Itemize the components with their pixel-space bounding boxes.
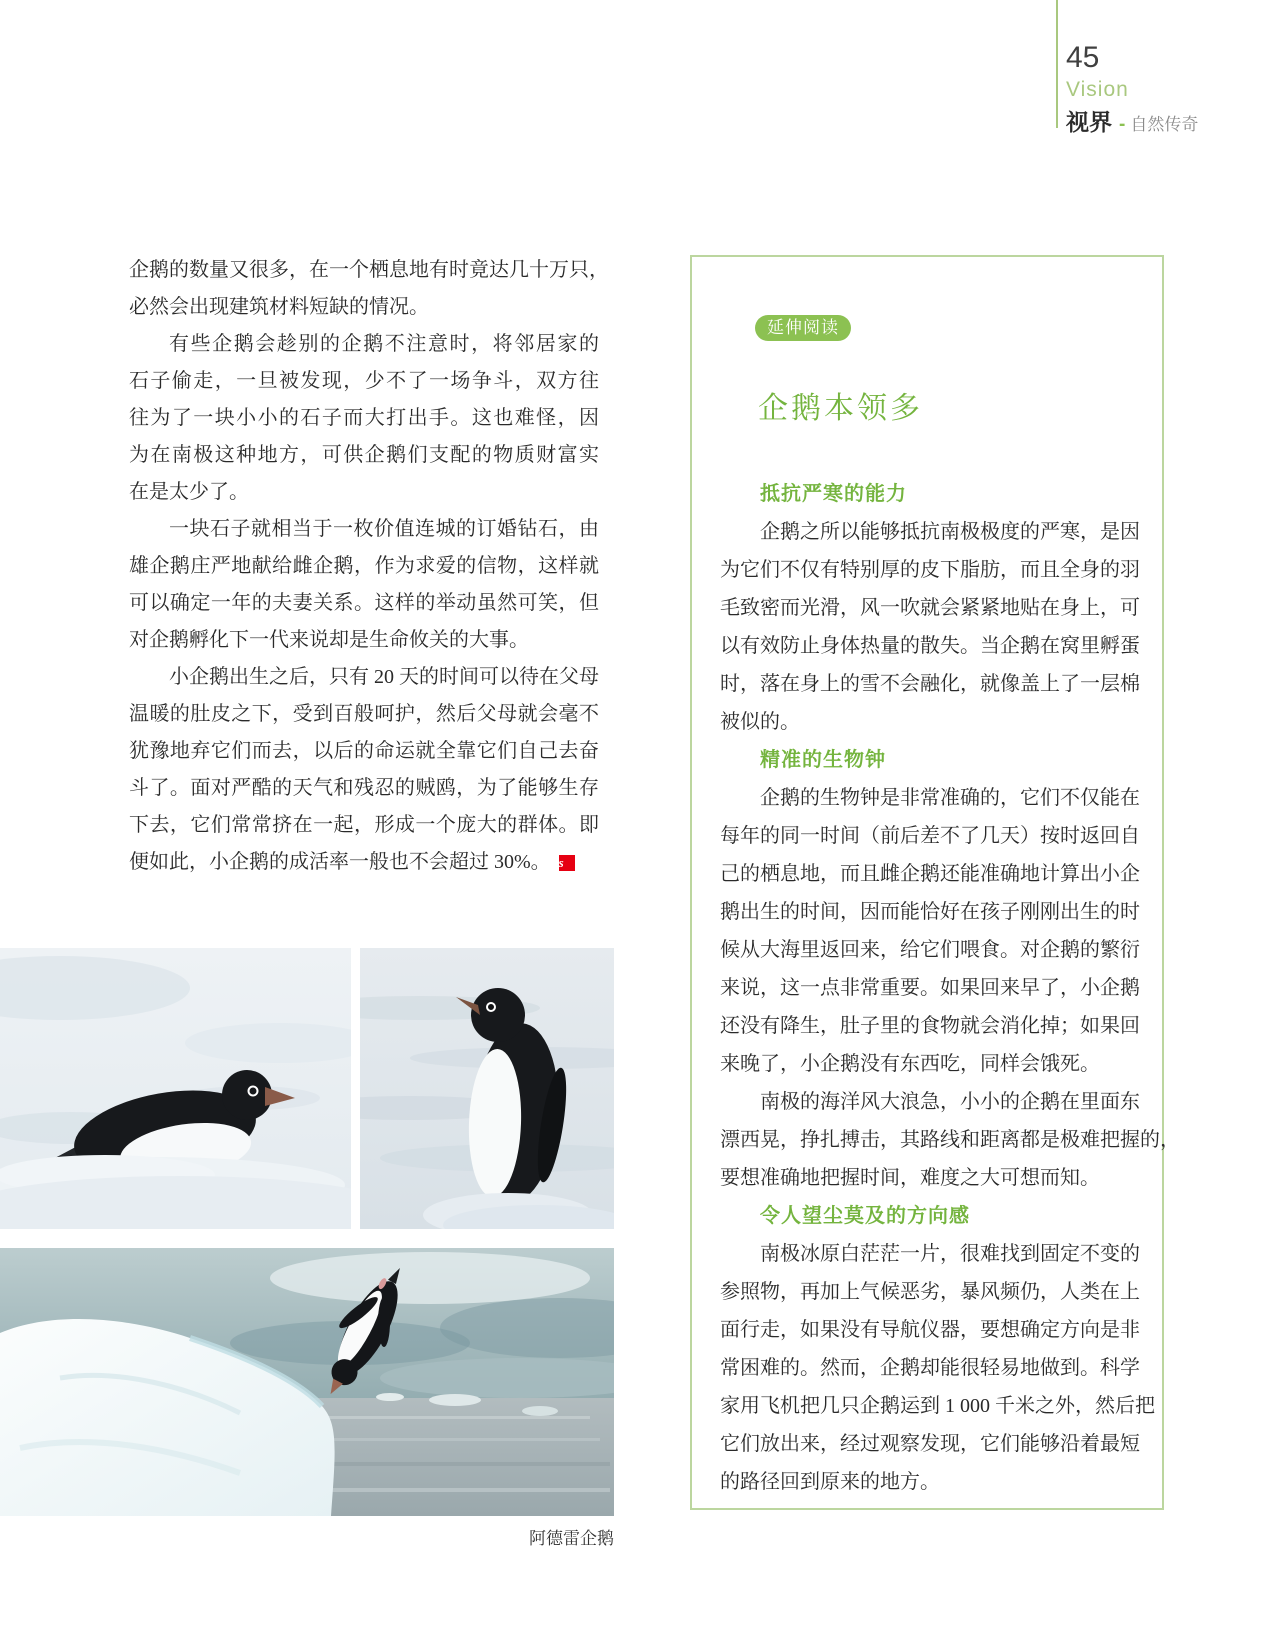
box-section-heading: 精准的生物钟: [760, 749, 886, 771]
article-end-mark: s: [559, 855, 575, 871]
text-line: 企鹅的数量又很多，在一个栖息地有时竟达几十万只，: [129, 259, 609, 281]
text-line: 还没有降生，肚子里的食物就会消化掉；如果回: [720, 1015, 1140, 1037]
text-line: 候从大海里返回来，给它们喂食。对企鹅的繁衍: [720, 939, 1140, 961]
page-number: 45: [1066, 41, 1100, 74]
text-line: 常困难的。然而，企鹅却能很轻易地做到。科学: [720, 1357, 1140, 1379]
box-title: 企鹅本领多: [758, 392, 923, 425]
text-line: 雄企鹅庄严地献给雌企鹅，作为求爱的信物，这样就: [129, 555, 599, 577]
text-line: 在是太少了。: [129, 481, 249, 503]
text-line: 来说，这一点非常重要。如果回来早了，小企鹅: [720, 977, 1140, 999]
text-line: 它们放出来，经过观察发现，它们能够沿着最短: [720, 1433, 1140, 1455]
text-line: 犹豫地弃它们而去，以后的命运就全靠它们自己去奋: [129, 740, 599, 762]
text-line: 以有效防止身体热量的散失。当企鹅在窝里孵蛋: [720, 635, 1140, 657]
text-line: 为在南极这种地方，可供企鹅们支配的物质财富实: [129, 444, 599, 466]
penguin-standing-illustration: [360, 948, 614, 1229]
section-name-zh: 视界: [1066, 109, 1112, 135]
extended-reading-badge: 延伸阅读: [755, 315, 851, 341]
text-line: 每年的同一时间（前后差不了几天）按时返回自: [720, 825, 1140, 847]
text-line: 往为了一块小小的石子而大打出手。这也难怪，因: [129, 407, 599, 429]
header-vertical-rule: [1056, 0, 1058, 128]
section-name-en: Vision: [1066, 78, 1129, 101]
extended-reading-box: [690, 255, 1180, 1510]
text-line: 被似的。: [720, 711, 800, 733]
text-line: 可以确定一年的夫妻关系。这样的举动虽然可笑，但: [129, 592, 599, 614]
text-line: 来晚了，小企鹅没有东西吃，同样会饿死。: [720, 1053, 1100, 1075]
photo-penguin-lying: [0, 948, 351, 1229]
text-line: 毛致密而光滑，风一吹就会紧紧地贴在身上，可: [720, 597, 1140, 619]
article-text-column: [129, 252, 609, 881]
section-title-row: [1066, 104, 1198, 137]
text-line: 温暖的肚皮之下，受到百般呵护，然后父母就会毫不: [129, 703, 599, 725]
photo-penguin-standing: [360, 948, 614, 1229]
box-body-text: [720, 475, 1180, 1501]
photo-penguin-jumping: [0, 1248, 614, 1516]
section-subtitle: 自然传奇: [1130, 115, 1199, 134]
text-line: 南极冰原白茫茫一片，很难找到固定不变的: [760, 1243, 1140, 1265]
text-line: 一块石子就相当于一枚价值连城的订婚钻石，由: [169, 518, 599, 540]
text-line: 小企鹅出生之后，只有 20 天的时间可以待在父母: [169, 666, 599, 688]
text-line: 漂西晃，挣扎搏击，其路线和距离都是极难把握的，: [720, 1129, 1180, 1151]
text-line: 为它们不仅有特别厚的皮下脂肪，而且全身的羽: [720, 559, 1140, 581]
text-line: 石子偷走，一旦被发现，少不了一场争斗，双方往: [129, 370, 599, 392]
text-line: 要想准确地把握时间，难度之大可想而知。: [720, 1167, 1100, 1189]
text-line: 企鹅的生物钟是非常准确的，它们不仅能在: [760, 787, 1140, 809]
penguin-jumping-illustration: [0, 1248, 614, 1516]
text-line: 下去，它们常常挤在一起，形成一个庞大的群体。即: [129, 814, 599, 836]
box-section-heading: 令人望尘莫及的方向感: [760, 1205, 970, 1227]
text-line: 参照物，再加上气候恶劣，暴风频仍，人类在上: [720, 1281, 1140, 1303]
photo-caption: 阿德雷企鹅: [529, 1529, 614, 1548]
penguin-lying-illustration: [0, 948, 351, 1229]
text-line: 面行走，如果没有导航仪器，要想确定方向是非: [720, 1319, 1140, 1341]
text-line: 必然会出现建筑材料短缺的情况。: [129, 296, 429, 318]
text-line: 家用飞机把几只企鹅运到 1 000 千米之外，然后把: [720, 1395, 1155, 1417]
box-section-heading: 抵抗严寒的能力: [760, 483, 907, 505]
text-line: 便如此，小企鹅的成活率一般也不会超过 30%。 s: [129, 844, 599, 881]
text-line: 鹅出生的时间，因而能恰好在孩子刚刚出生的时: [720, 901, 1140, 923]
text-line: 的路径回到原来的地方。: [720, 1471, 940, 1493]
text-line: 时，落在身上的雪不会融化，就像盖上了一层棉: [720, 673, 1140, 695]
section-dash: -: [1119, 114, 1126, 135]
text-line: 企鹅之所以能够抵抗南极极度的严寒，是因: [760, 521, 1140, 543]
text-line: 己的栖息地，而且雌企鹅还能准确地计算出小企: [720, 863, 1140, 885]
text-line: 斗了。面对严酷的天气和残忍的贼鸥，为了能够生存: [129, 777, 599, 799]
text-line: 对企鹅孵化下一代来说却是生命攸关的大事。: [129, 629, 529, 651]
text-line: 有些企鹅会趁别的企鹅不注意时，将邻居家的: [169, 333, 599, 355]
text-line: 南极的海洋风大浪急，小小的企鹅在里面东: [760, 1091, 1140, 1113]
